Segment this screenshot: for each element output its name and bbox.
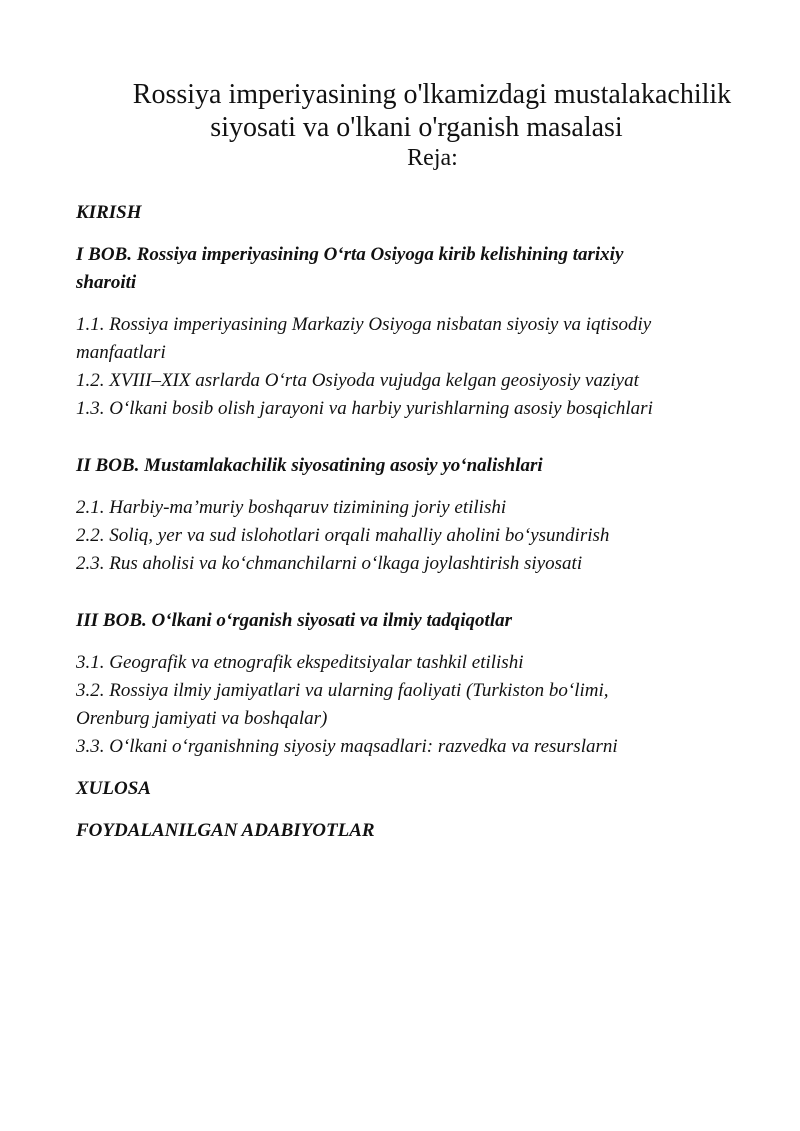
outline [76, 199, 736, 845]
chapter1-heading-line2: sharoiti [76, 272, 137, 293]
outline-item: 2.2. Soliq, yer va sud islohotlari orqali mahalliy aholini bo‘ysundirish [76, 525, 610, 546]
conclusion-heading: XULOSA [76, 778, 151, 799]
chapter1-heading-line1: I BOB. Rossiya imperiyasining O‘rta Osiyoga kirib kelishining tarixiy [76, 244, 624, 265]
outline-item: manfaatlari [76, 342, 166, 363]
outline-item: 1.1. Rossiya imperiyasining Markaziy Osiyoga nisbatan siyosiy va iqtisodiy [76, 314, 652, 335]
intro-heading: KIRISH [76, 202, 142, 223]
outline-item: 3.2. Rossiya ilmiy jamiyatlari va ularning faoliyati (Turkiston bo‘limi, [76, 680, 609, 701]
chapter2-heading: II BOB. Mustamlakachilik siyosatining asosiy yo‘nalishlari [76, 455, 543, 476]
outline-item: Orenburg jamiyati va boshqalar) [76, 708, 328, 729]
outline-item: 2.1. Harbiy-ma’muriy boshqaruv tizimining joriy etilishi [76, 497, 507, 518]
references-heading: FOYDALANILGAN ADABIYOTLAR [76, 820, 375, 841]
plan-label: Reja: [407, 145, 458, 171]
title-line-2: siyosati va o'lkani o'rganish masalasi [210, 112, 623, 143]
document-title [0, 78, 800, 173]
outline-item: 3.1. Geografik va etnografik ekspeditsiyalar tashkil etilishi [76, 652, 524, 673]
outline-item: 2.3. Rus aholisi va ko‘chmanchilarni o‘lkaga joylashtirish siyosati [76, 553, 583, 574]
outline-item: 3.3. O‘lkani o‘rganishning siyosiy maqsadlari: razvedka va resurslarni [76, 736, 618, 757]
chapter3-heading: III BOB. O‘lkani o‘rganish siyosati va ilmiy tadqiqotlar [76, 610, 512, 631]
outline-item: 1.2. XVIII–XIX asrlarda O‘rta Osiyoda vujudga kelgan geosiyosiy vaziyat [76, 370, 639, 391]
outline-item: 1.3. O‘lkani bosib olish jarayoni va harbiy yurishlarning asosiy bosqichlari [76, 398, 653, 419]
title-line-1: Rossiya imperiyasining o'lkamizdagi mustalakachilik [132, 79, 732, 110]
